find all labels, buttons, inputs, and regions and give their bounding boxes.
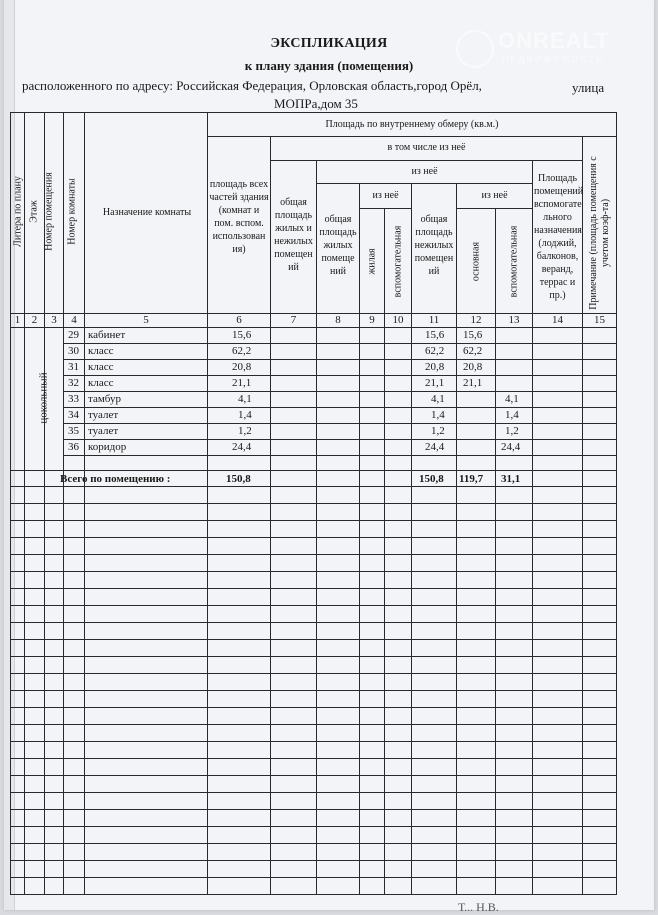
col-num: 5: [143, 314, 149, 326]
room-name: коридор: [88, 441, 127, 453]
header-obsh-nezhil: общая площадь нежилых помещен ий: [414, 214, 454, 277]
area-total: 4,1: [238, 393, 252, 405]
watermark-name: ONREALT: [498, 28, 610, 53]
area-main: 15,6: [463, 329, 483, 341]
col-num: 6: [236, 314, 242, 326]
watermark-sub: НЕДВИЖИМОСТЬ: [502, 54, 604, 64]
header-obsh-zhil: общая площадь жилых помеще ний: [319, 214, 357, 277]
room-number: 34: [68, 409, 79, 421]
address-line-2: МОПРа,дом 35: [274, 96, 358, 111]
room-number: 32: [68, 377, 79, 389]
area-aux: 24,4: [501, 441, 521, 453]
header-v-tom-chisle: в том числе из неё: [387, 142, 466, 153]
area-nonresidential: 20,8: [425, 361, 445, 373]
address-line-1: расположенного по адресу: Российская Федерация, Орловская область,город Орёл,: [22, 78, 482, 93]
area-main: 62,2: [463, 345, 483, 357]
room-number: 36: [68, 441, 79, 453]
area-total: 15,6: [232, 329, 252, 341]
total-nonresidential: 150,8: [419, 473, 444, 485]
room-name: класс: [88, 345, 114, 357]
total-label: Всего по помещению :: [60, 473, 171, 485]
header-naznachenie: Назначение комнаты: [102, 207, 192, 218]
col-num: 13: [508, 314, 520, 326]
col-num: 7: [290, 314, 297, 326]
room-number: 33: [68, 393, 79, 405]
room-number: 35: [68, 425, 79, 437]
area-nonresidential: 21,1: [425, 377, 445, 389]
area-main: 21,1: [463, 377, 483, 389]
area-total: 21,1: [232, 377, 252, 389]
area-total: 62,2: [232, 345, 252, 357]
total-main: 119,7: [459, 473, 484, 485]
header-nomer-komn: Номер комнаты: [66, 178, 78, 245]
area-total: 24,4: [232, 441, 252, 453]
header-all-parts: площадь всех частей здания (комнат и пом. вспом. использован ия): [209, 179, 269, 255]
total-aux: 31,1: [501, 473, 521, 485]
area-nonresidential: 62,2: [425, 345, 445, 357]
doc-subtitle: к плану здания (помещения): [244, 58, 414, 73]
area-aux: 4,1: [505, 393, 519, 405]
header-vspom-b: вспомогательная: [508, 225, 520, 298]
header-iz-nee: из неё: [411, 166, 438, 177]
room-number: 29: [68, 329, 79, 341]
room-name: класс: [88, 377, 114, 389]
header-primechanie: Примечание (площадь помещения с учетом коэф-та): [588, 156, 611, 310]
col-num: 14: [552, 314, 563, 326]
col-num: 4: [71, 314, 77, 326]
area-total: 20,8: [232, 361, 252, 373]
area-aux: 1,2: [505, 425, 519, 437]
header-litera: Литера по плану: [12, 176, 24, 247]
area-total: 1,4: [238, 409, 252, 421]
total-area: 150,8: [226, 473, 251, 485]
street-label: улица: [572, 80, 605, 95]
header-nomer-pom: Номер помещения: [43, 172, 55, 251]
col-num: 2: [31, 314, 38, 326]
header-vspom-a: вспомогательная: [392, 225, 404, 298]
area-nonresidential: 1,2: [431, 425, 445, 437]
col-num: 1: [14, 314, 21, 326]
col-num: 10: [392, 314, 404, 326]
header-osnovnaya: основная: [470, 241, 482, 282]
header-zhilaya: жилая: [366, 248, 378, 275]
document-sheet: [4, 0, 654, 914]
doc-title: ЭКСПЛИКАЦИЯ: [270, 36, 388, 51]
area-main: 20,8: [463, 361, 483, 373]
header-obsh-zhil-nezhil: общая площадь жилых и нежилых помещен ий: [274, 197, 313, 273]
area-total: 1,2: [238, 425, 252, 437]
room-name: тамбур: [88, 393, 121, 405]
area-nonresidential: 4,1: [431, 393, 445, 405]
room-number: 31: [68, 361, 79, 373]
area-nonresidential: 1,4: [431, 409, 445, 421]
room-number: 30: [68, 345, 79, 357]
room-name: туалет: [88, 409, 119, 421]
header-vspom-naznach: Площадь помещений вспомогате льного назначения (лоджий, балконов, веранд, террас и пр.): [534, 173, 584, 301]
header-etazh: Этаж: [28, 200, 40, 223]
header-area-top: Площадь по внутреннему обмеру (кв.м.): [325, 119, 499, 130]
col-num: 11: [428, 314, 440, 326]
room-name: класс: [88, 361, 114, 373]
area-aux: 1,4: [505, 409, 519, 421]
area-nonresidential: 24,4: [425, 441, 445, 453]
header-iz-nee-a: из неё: [372, 190, 399, 201]
area-nonresidential: 15,6: [425, 329, 445, 341]
table-grid: [4, 0, 654, 910]
col-num: 8: [335, 314, 341, 326]
room-name: кабинет: [88, 329, 126, 341]
col-num: 15: [594, 314, 605, 326]
room-name: туалет: [88, 425, 119, 437]
col-num: 9: [369, 314, 375, 326]
col-num: 3: [51, 314, 57, 326]
col-num: 12: [470, 314, 482, 326]
header-iz-nee-b: из неё: [481, 190, 508, 201]
footer-signature-fragment: Т... Н.В.: [458, 900, 499, 914]
floor-label: цокольный: [37, 372, 50, 424]
